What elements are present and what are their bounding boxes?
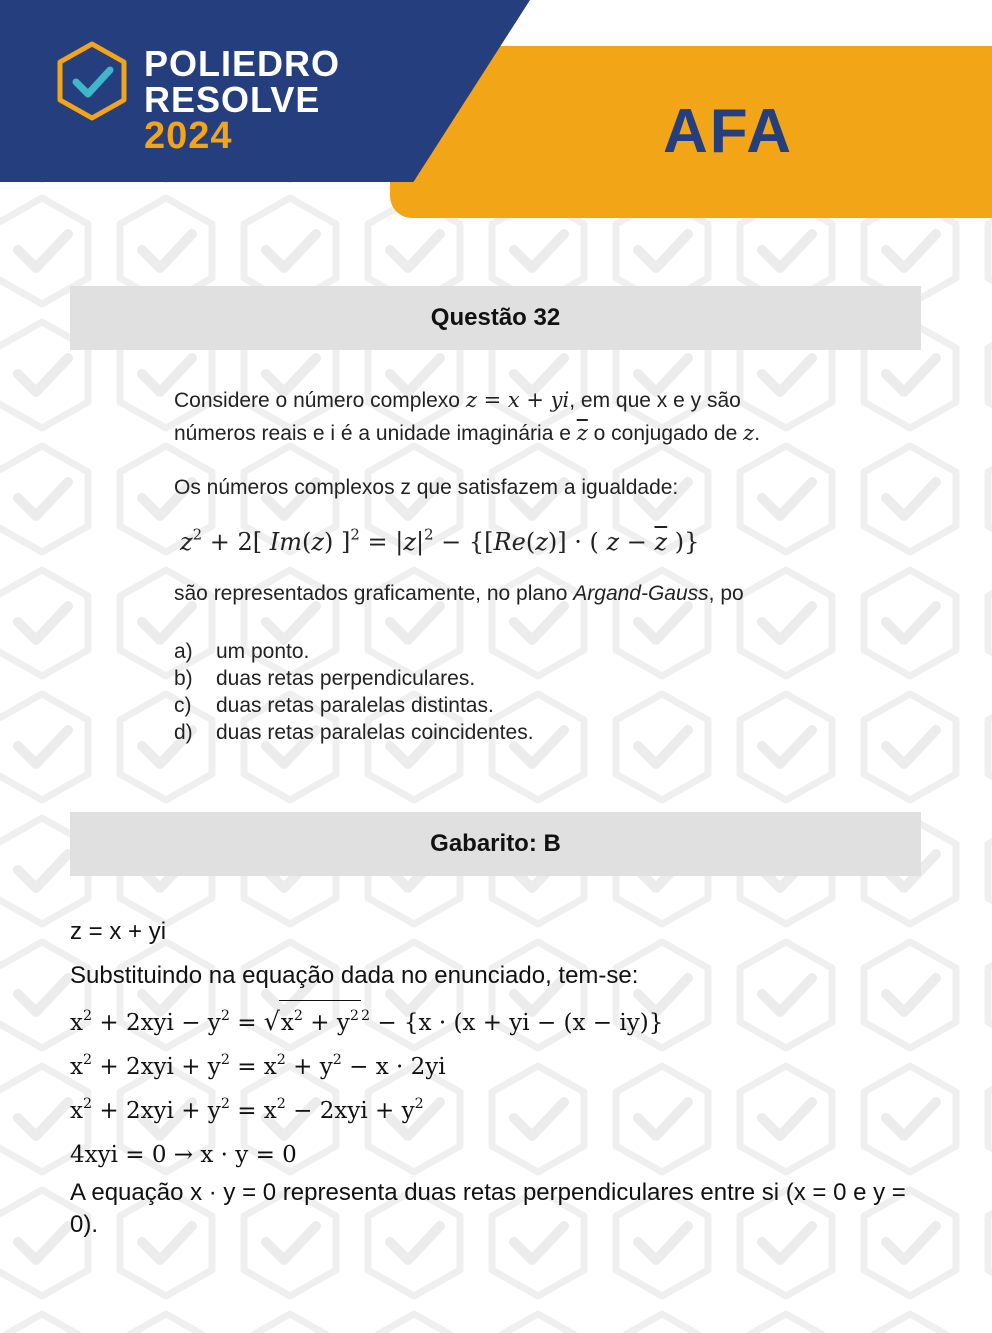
solution-equation-1: $x^2 + 2xyi - y^2 = √x^2 + y^2$ $^2$ − {x · (x + yi − (x − iy)} xyxy=(70,1000,930,1045)
statement-text: Considere o número complexo xyxy=(174,389,466,412)
conjugate-symbol: $\overline{z}$ xyxy=(576,421,588,445)
statement-text: o conjugado de xyxy=(587,422,744,445)
solution-line-1: z = x + yi xyxy=(70,918,167,945)
solution-body xyxy=(70,916,930,1241)
option-text: duas retas paralelas coincidentes. xyxy=(216,721,534,744)
statement-italic: Argand-Gauss xyxy=(573,582,709,605)
statement-text: , po xyxy=(708,582,744,605)
option-letter: a) xyxy=(174,640,193,663)
statement-line-3: Os números complexos z que satisfazem a igualdade: xyxy=(174,476,679,499)
statement-math: z xyxy=(743,421,755,445)
option-text: duas retas paralelas distintas. xyxy=(216,694,494,717)
exam-name: AFA xyxy=(663,97,793,166)
option-d xyxy=(174,719,534,746)
question-statement xyxy=(174,384,826,610)
solution-line-2: Substituindo na equação dada no enunciado, tem-se: xyxy=(70,962,639,989)
statement-text: , em que x e y são xyxy=(569,389,741,412)
statement-line-4 xyxy=(174,578,826,610)
statement-line-2 xyxy=(174,417,826,450)
option-letter: c) xyxy=(174,694,192,717)
hexagon-check-icon xyxy=(54,40,130,122)
statement-text: são representados graficamente, no plano xyxy=(174,582,574,605)
statement-line-1 xyxy=(174,384,826,417)
solution-equation-2: $x^2 + 2xyi + y^2 = x^2 + y^2 - x \cdot 2yi$ xyxy=(70,1052,446,1080)
option-b xyxy=(174,665,534,692)
statement-text: números reais e i é a unidade imaginária e xyxy=(174,422,577,445)
option-c xyxy=(174,692,534,719)
answer-title: Gabarito: B xyxy=(430,830,561,857)
option-a xyxy=(174,638,534,665)
option-letter: d) xyxy=(174,721,193,744)
answer-title-bar xyxy=(70,812,921,876)
brand-line-1: POLIEDRO xyxy=(144,43,341,84)
option-letter: b) xyxy=(174,667,193,690)
question-title-bar xyxy=(70,286,921,350)
option-text: um ponto. xyxy=(216,640,310,663)
brand-year: 2024 xyxy=(144,115,233,157)
statement-text: . xyxy=(754,422,761,445)
statement-math: z = x + yi xyxy=(465,388,570,412)
answer-options xyxy=(174,638,534,746)
question-equation: $z^2 + 2$[ Im(z) ]$^2 = |z|^2 - \{[Re(z)]$ · ( $z - \overline{z}$ )} xyxy=(180,525,700,556)
question-title: Questão 32 xyxy=(430,304,561,331)
brand-line-2: RESOLVE xyxy=(144,79,321,120)
brand-title xyxy=(144,43,341,157)
solution-equation-4: 4xyi = 0 → x · y = 0 xyxy=(70,1142,297,1168)
solution-conclusion: A equação x · y = 0 representa duas retas perpendiculares entre si (x = 0 e y = 0). xyxy=(70,1179,906,1238)
option-text: duas retas perpendiculares. xyxy=(216,667,476,690)
solution-equation-3: $x^2 + 2xyi + y^2 = x^2 - 2xyi + y^2$ xyxy=(70,1096,424,1124)
